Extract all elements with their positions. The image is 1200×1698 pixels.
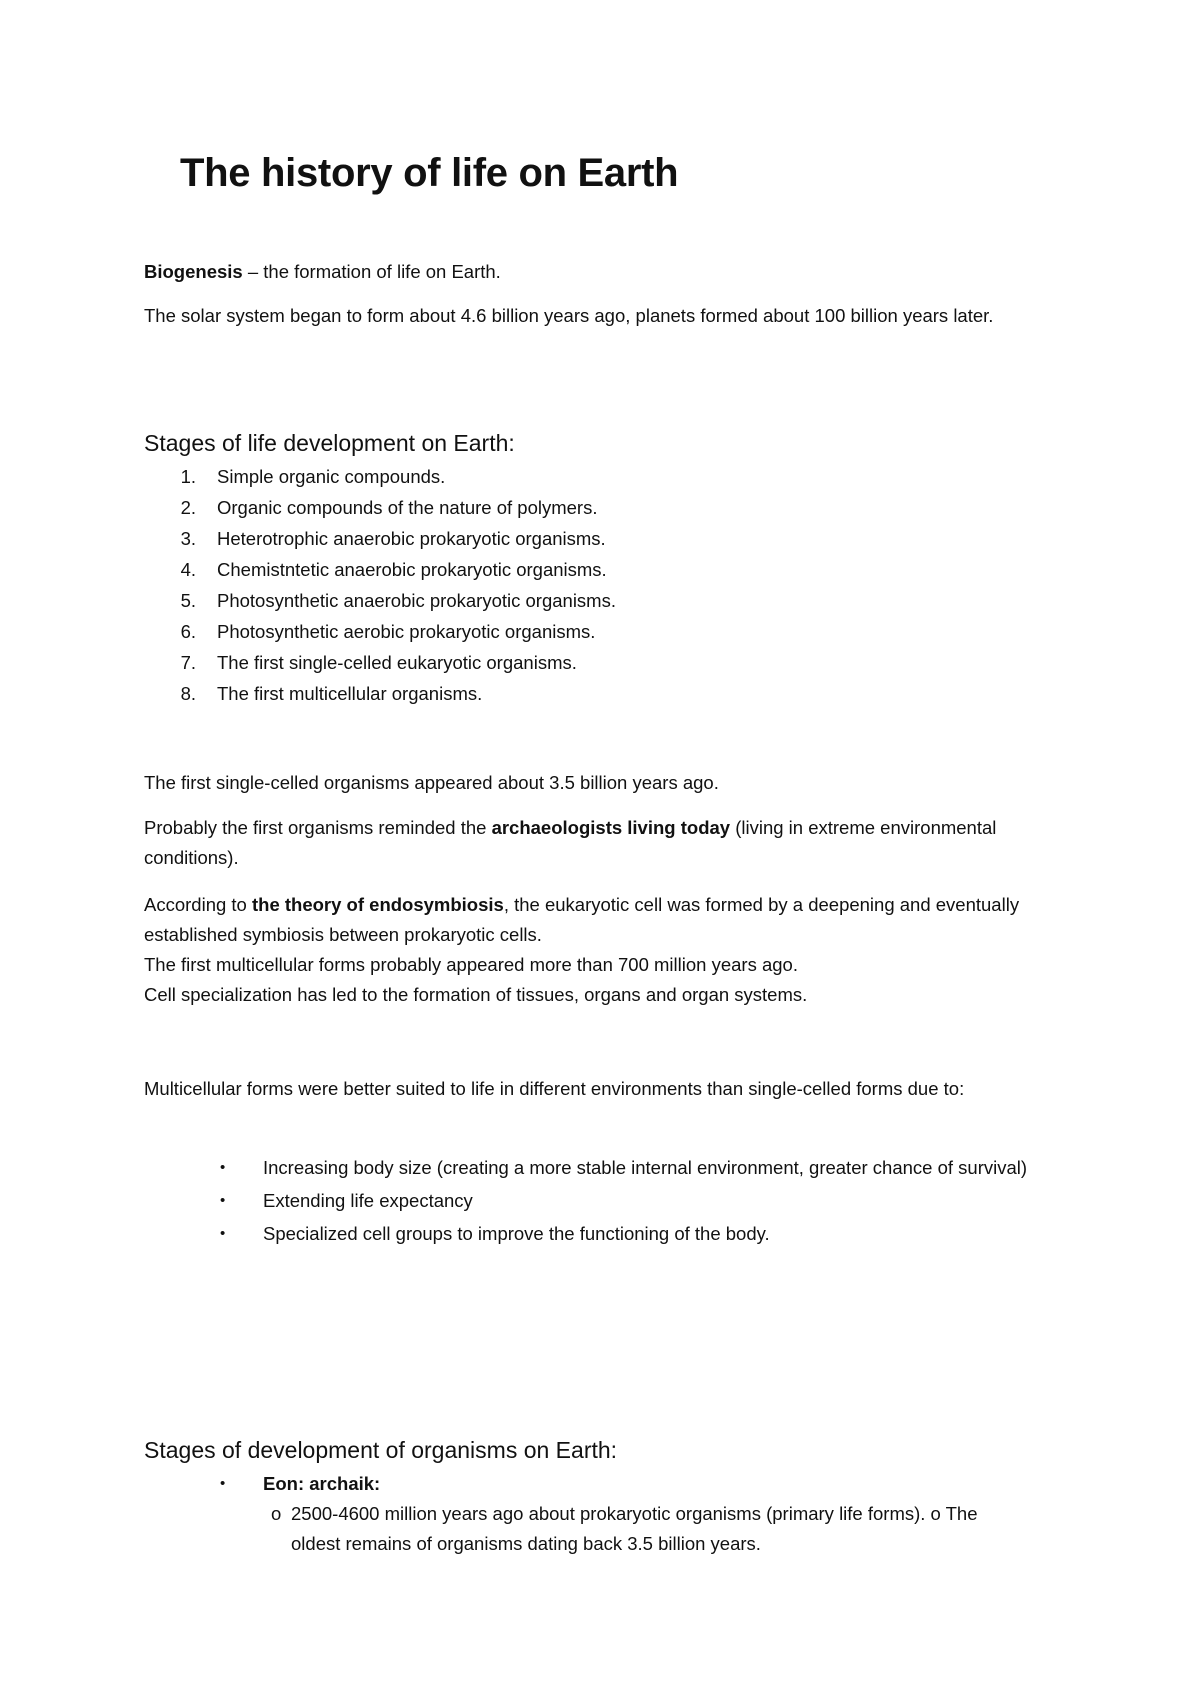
biogenesis-definition: – the formation of life on Earth.: [242, 261, 501, 282]
list-text: Chemistntetic anaerobic prokaryotic organisms.: [217, 559, 607, 580]
list-item: [249, 1499, 1026, 1559]
list-item: [220, 1153, 1040, 1183]
list-text: Simple organic compounds.: [217, 466, 446, 487]
list-item: [144, 678, 616, 709]
reasons-list: [220, 1153, 1040, 1252]
probably-text-start: Probably the first organisms reminded the: [144, 817, 492, 838]
endosymbiosis-text-end: , the eukaryotic cell was formed by a deepening and eventually established symbiosis between prokaryotic cells.: [144, 894, 1020, 945]
organisms-heading: Stages of development of organisms on Earth:: [144, 1437, 618, 1463]
list-item: [144, 585, 616, 616]
list-number: 2.: [180, 497, 196, 518]
bullet-icon: •: [220, 1475, 226, 1492]
eon-sub-list: [249, 1499, 1026, 1559]
probably-paragraph: [144, 813, 1049, 873]
suited-intro-paragraph: Multicellular forms were better suited to life in different environments than single-celled forms due to:: [144, 1078, 965, 1099]
list-text: The first single-celled eukaryotic organisms.: [217, 652, 577, 673]
specialization-paragraph: Cell specialization has led to the formation of tissues, organs and organ systems.: [144, 984, 808, 1005]
list-item: [144, 492, 616, 523]
bullet-icon: •: [220, 1225, 226, 1242]
list-item: [220, 1469, 1040, 1559]
stages-heading: Stages of life development on Earth:: [144, 430, 515, 456]
biogenesis-paragraph: [144, 257, 1049, 287]
list-number: 3.: [180, 528, 196, 549]
list-item: [144, 461, 616, 492]
list-text: Organic compounds of the nature of polymers.: [217, 497, 598, 518]
solar-system-paragraph: The solar system began to form about 4.6 billion years ago, planets formed about 100 billion years later.: [144, 305, 994, 326]
list-text: Photosynthetic anaerobic prokaryotic organisms.: [217, 590, 616, 611]
list-number: 1.: [180, 466, 196, 487]
probably-text-end: (living in extreme environmental conditions).: [144, 817, 997, 868]
probably-bold-term: archaeologists living today: [491, 817, 731, 838]
list-item: [220, 1186, 1040, 1216]
multicellular-forms-paragraph: The first multicellular forms probably appeared more than 700 million years ago.: [144, 954, 798, 975]
list-item: [144, 647, 616, 678]
list-text: 2500-4600 million years ago about prokaryotic organisms (primary life forms). o The oldest remains of organisms dating back 3.5 billion years.: [291, 1503, 978, 1554]
endosymbiosis-bold-term: the theory of endosymbiosis: [251, 894, 504, 915]
biogenesis-term: Biogenesis: [144, 261, 243, 282]
list-number: 8.: [180, 683, 196, 704]
stages-list: [144, 461, 616, 709]
endosymbiosis-text-start: According to: [144, 894, 252, 915]
list-number: 5.: [180, 590, 196, 611]
list-item: [144, 616, 616, 647]
list-text: Extending life expectancy: [263, 1190, 473, 1211]
endosymbiosis-paragraph: [144, 890, 1049, 950]
page-title: The history of life on Earth: [180, 151, 679, 195]
list-item: [144, 523, 616, 554]
list-number: 6.: [180, 621, 196, 642]
list-text: The first multicellular organisms.: [217, 683, 483, 704]
eon-list: [220, 1469, 1040, 1562]
first-single-celled-paragraph: The first single-celled organisms appeared about 3.5 billion years ago.: [144, 772, 719, 793]
list-item: [144, 554, 616, 585]
list-text: Increasing body size (creating a more stable internal environment, greater chance of survival): [263, 1157, 1028, 1178]
eon-label: Eon: archaik:: [263, 1473, 381, 1494]
list-item: [220, 1219, 1040, 1249]
list-text: Heterotrophic anaerobic prokaryotic organisms.: [217, 528, 606, 549]
bullet-icon: •: [220, 1159, 226, 1176]
sub-bullet-icon: o: [271, 1503, 282, 1524]
bullet-icon: •: [220, 1192, 226, 1209]
list-number: 4.: [180, 559, 196, 580]
list-text: Photosynthetic aerobic prokaryotic organisms.: [217, 621, 596, 642]
list-number: 7.: [180, 652, 196, 673]
list-text: Specialized cell groups to improve the functioning of the body.: [263, 1223, 770, 1244]
